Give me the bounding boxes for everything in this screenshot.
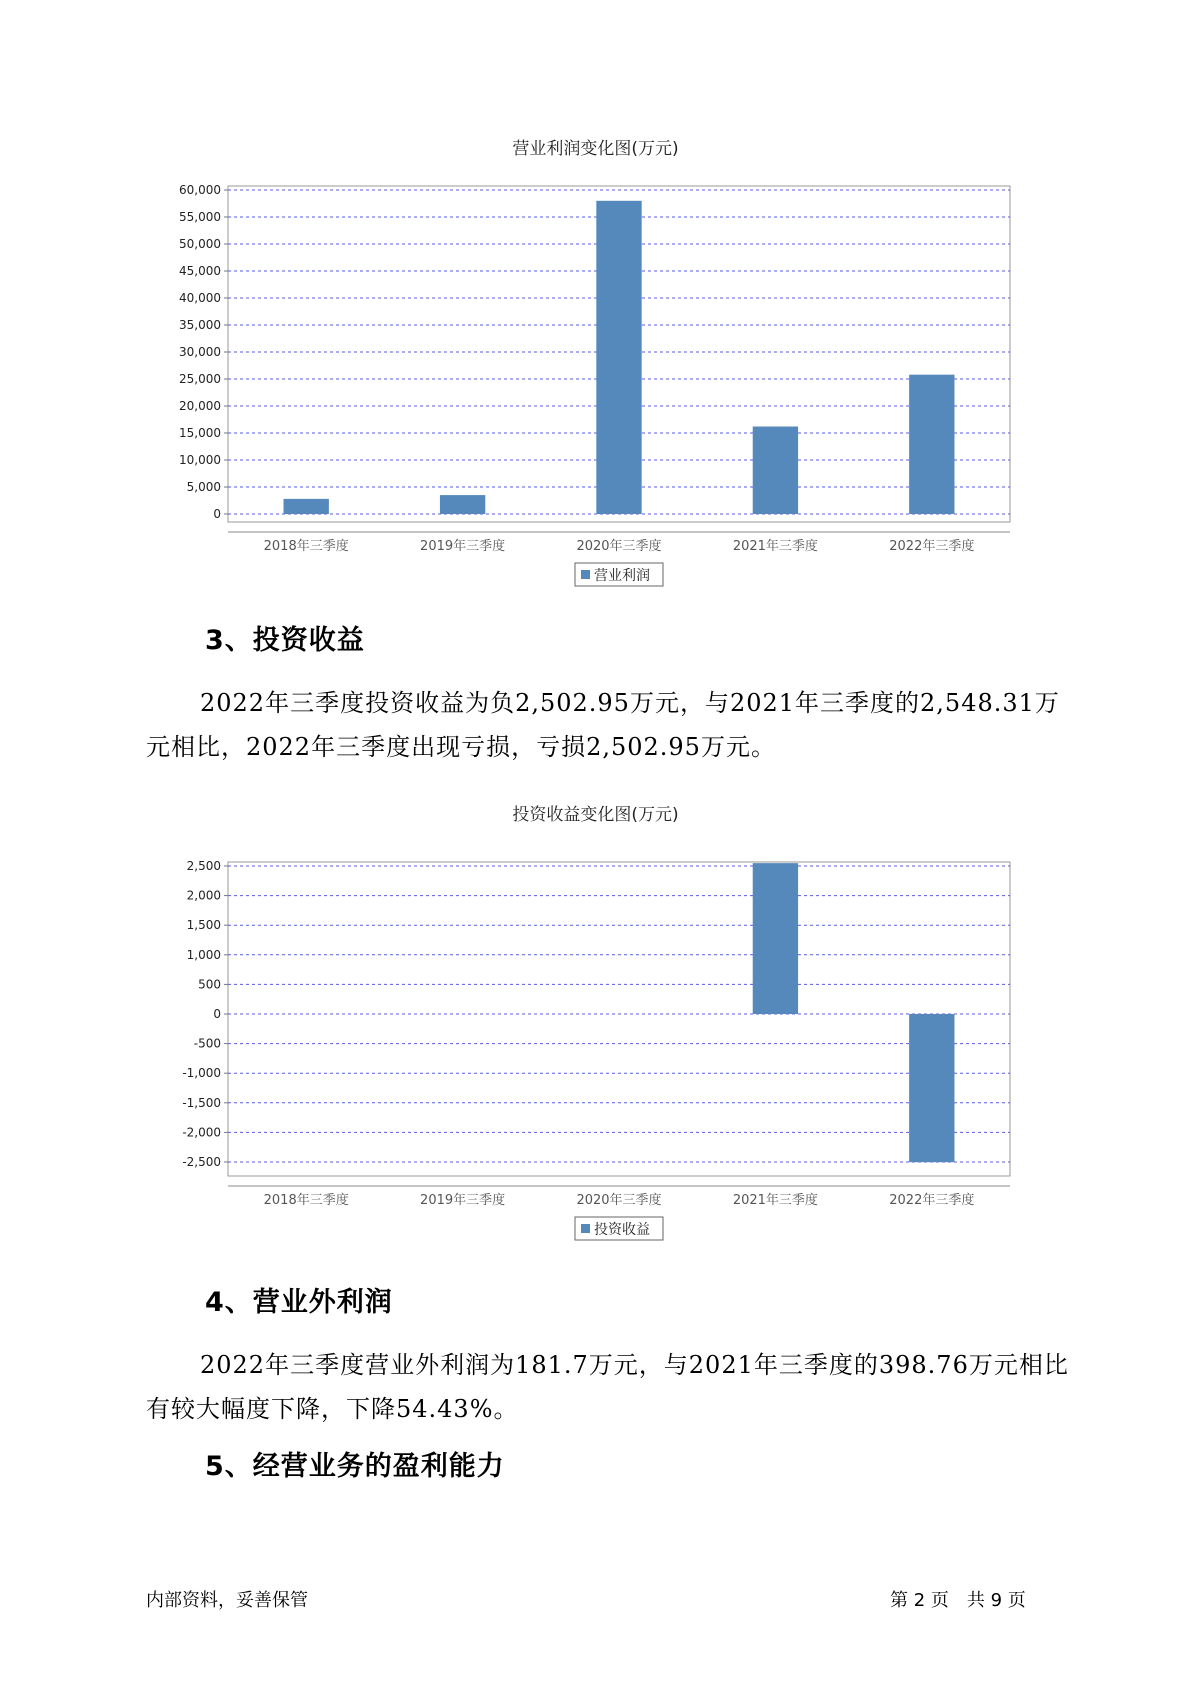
- bar: [753, 863, 798, 1014]
- y-tick-label: 40,000: [179, 291, 221, 305]
- x-tick-label: 2021年三季度: [732, 1193, 818, 1208]
- section-4-heading: 4、营业外利润: [205, 1287, 393, 1318]
- chart-1-title: 营业利润变化图(万元): [512, 139, 679, 159]
- y-tick-label: 2,000: [186, 888, 221, 903]
- bar: [909, 375, 954, 514]
- legend: [575, 563, 663, 586]
- x-tick-label: 2018年三季度: [263, 539, 349, 554]
- y-tick-label: 20,000: [179, 399, 221, 413]
- legend-label: 投资收益: [594, 1222, 650, 1238]
- x-tick-label: 2019年三季度: [420, 539, 506, 554]
- y-tick-label: 0: [213, 1007, 221, 1021]
- y-tick-label: -500: [193, 1036, 221, 1051]
- y-tick-label: 1,000: [186, 947, 221, 962]
- y-tick-label: -1,000: [182, 1066, 221, 1081]
- legend-swatch: [581, 1224, 590, 1233]
- legend-label: 营业利润: [594, 568, 650, 584]
- x-tick-label: 2019年三季度: [420, 1193, 506, 1208]
- y-tick-label: -2,000: [182, 1125, 221, 1140]
- y-tick-label: 2,500: [186, 859, 221, 873]
- legend-swatch: [581, 570, 590, 579]
- section-3-heading: 3、投资收益: [205, 625, 365, 656]
- y-tick-label: 35,000: [179, 318, 221, 332]
- y-tick-label: 10,000: [179, 453, 221, 467]
- y-tick-label: 45,000: [179, 264, 221, 278]
- bar: [753, 427, 798, 514]
- y-tick-label: 30,000: [179, 345, 221, 359]
- bar: [596, 201, 641, 514]
- x-tick-label: 2018年三季度: [263, 1193, 349, 1208]
- footer-confidential: 内部资料，妥善保管: [146, 1590, 308, 1611]
- section-5-heading: 5、经营业务的盈利能力: [205, 1451, 505, 1482]
- bar: [440, 495, 485, 514]
- investment-income-chart: [0, 826, 1191, 1256]
- x-tick-label: 2020年三季度: [576, 1193, 662, 1208]
- y-tick-label: 60,000: [179, 183, 221, 197]
- bar: [909, 1014, 954, 1162]
- y-tick-label: 5,000: [186, 480, 221, 494]
- plot-area: [228, 862, 1010, 1176]
- y-tick-label: 0: [213, 507, 221, 521]
- section-3-paragraph: 2022年三季度投资收益为负2,502.95万元，与2021年三季度的2,548.31万元相比，2022年三季度出现亏损，亏损2,502.95万元。: [146, 689, 1060, 761]
- y-tick-label: 500: [198, 977, 221, 992]
- x-tick-label: 2021年三季度: [732, 539, 818, 554]
- operating-profit-chart: [0, 160, 1191, 620]
- x-tick-label: 2022年三季度: [889, 539, 975, 554]
- y-tick-label: -2,500: [182, 1155, 221, 1169]
- section-4-paragraph: 2022年三季度营业外利润为181.7万元，与2021年三季度的398.76万元相比有较大幅度下降，下降54.43%。: [146, 1351, 1069, 1423]
- y-tick-label: 1,500: [186, 918, 221, 933]
- chart-2-title: 投资收益变化图(万元): [512, 805, 679, 825]
- bar: [284, 499, 329, 514]
- legend: [575, 1217, 663, 1240]
- x-tick-label: 2022年三季度: [889, 1193, 975, 1208]
- y-tick-label: -1,500: [182, 1095, 221, 1110]
- x-tick-label: 2020年三季度: [576, 539, 662, 554]
- y-tick-label: 50,000: [179, 237, 221, 251]
- y-tick-label: 15,000: [179, 426, 221, 440]
- y-tick-label: 25,000: [179, 372, 221, 386]
- footer-page-number: 第 2 页 共 9 页: [890, 1590, 1026, 1611]
- y-tick-label: 55,000: [179, 210, 221, 224]
